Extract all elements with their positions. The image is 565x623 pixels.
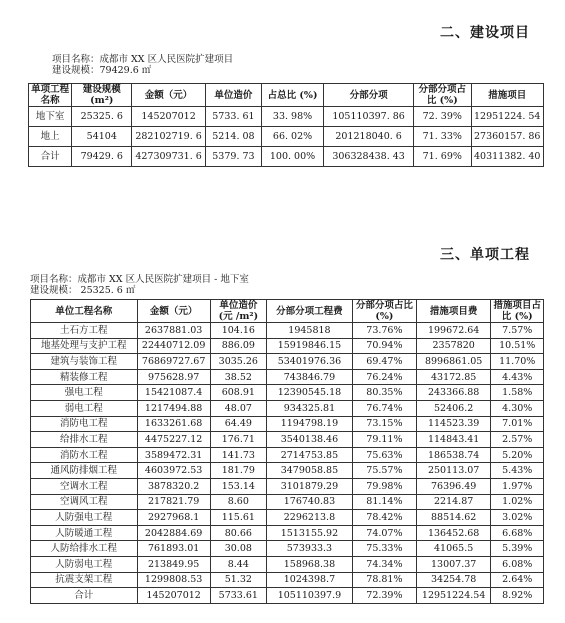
column-header: 单位工程名称	[31, 300, 138, 323]
table-cell: 7.01%	[491, 416, 544, 432]
column-header: 分部分项	[324, 84, 414, 107]
project-info	[52, 54, 233, 76]
table-row	[31, 369, 544, 385]
table-cell: 12951224.54	[416, 588, 491, 604]
table-cell: 5733. 61	[205, 107, 261, 127]
table-cell: 7.57%	[491, 323, 544, 339]
table-cell: 空调水工程	[31, 478, 138, 494]
table-cell: 40311382. 40	[471, 147, 544, 167]
column-header: 占总比 (%)	[261, 84, 323, 107]
table-cell: 201218040. 6	[324, 127, 414, 147]
table-cell: 精装修工程	[31, 369, 138, 385]
table-cell: 15919846.15	[266, 338, 352, 354]
table-cell: 79.11%	[352, 432, 416, 448]
table-cell: 3035.26	[210, 354, 266, 370]
table-cell: 1024398.7	[266, 572, 352, 588]
table-cell: 975628.97	[137, 369, 210, 385]
column-header: 金额（元）	[132, 84, 206, 107]
table-cell: 2042884.69	[137, 525, 210, 541]
table-cell: 1.02%	[491, 494, 544, 510]
construction-scale: 建设规模：79429.6 ㎡	[52, 65, 152, 76]
table-cell: 3.02%	[491, 510, 544, 526]
table-cell: 217821.79	[137, 494, 210, 510]
table-cell: 100. 00%	[261, 147, 323, 167]
table-row	[31, 447, 544, 463]
table-row	[31, 354, 544, 370]
table-cell: 66. 02%	[261, 127, 323, 147]
construction-project-table	[28, 83, 544, 167]
table-header-row	[29, 84, 544, 107]
project-info	[30, 274, 249, 296]
table-cell: 243366.88	[416, 385, 491, 401]
table-cell: 76.24%	[352, 369, 416, 385]
table-cell: 743846.79	[266, 369, 352, 385]
column-header: 措施项目占比 (%)	[491, 300, 544, 323]
table-cell: 5379. 73	[205, 147, 261, 167]
table-cell: 105110397.9	[266, 588, 352, 604]
table-cell: 2637881.03	[137, 323, 210, 339]
table-cell: 2214.87	[416, 494, 491, 510]
table-cell: 52406.2	[416, 400, 491, 416]
table-cell: 2357820	[416, 338, 491, 354]
table-cell: 4475227.12	[137, 432, 210, 448]
table-cell: 48.07	[210, 400, 266, 416]
table-cell: 合计	[31, 588, 138, 604]
table-cell: 3540138.46	[266, 432, 352, 448]
table-cell: 934325.81	[266, 400, 352, 416]
table-cell: 74.34%	[352, 556, 416, 572]
table-cell: 2.57%	[491, 432, 544, 448]
table-cell: 72. 39%	[414, 107, 471, 127]
table-cell: 2296213.8	[266, 510, 352, 526]
table-cell: 79.98%	[352, 478, 416, 494]
table-cell: 1945818	[266, 323, 352, 339]
table-row	[29, 107, 544, 127]
table-row	[31, 541, 544, 557]
table-row	[31, 556, 544, 572]
column-header: 建设规模(m²)	[72, 84, 132, 107]
table-cell: 人防暖通工程	[31, 525, 138, 541]
table-cell: 761893.01	[137, 541, 210, 557]
table-cell: 地基处理与支护工程	[31, 338, 138, 354]
table-cell: 158968.38	[266, 556, 352, 572]
table-cell: 给排水工程	[31, 432, 138, 448]
table-cell: 空调风工程	[31, 494, 138, 510]
table-cell: 地上	[29, 127, 72, 147]
table-cell: 73.76%	[352, 323, 416, 339]
table-cell: 73.15%	[352, 416, 416, 432]
table-cell: 81.14%	[352, 494, 416, 510]
table-row	[31, 525, 544, 541]
table-cell: 1299808.53	[137, 572, 210, 588]
table-cell: 建筑与装饰工程	[31, 354, 138, 370]
table-cell: 22440712.09	[137, 338, 210, 354]
table-cell: 2.64%	[491, 572, 544, 588]
table-cell: 强电工程	[31, 385, 138, 401]
table-cell: 4.43%	[491, 369, 544, 385]
table-cell: 54104	[72, 127, 132, 147]
table-row	[31, 400, 544, 416]
table-cell: 1513155.92	[266, 525, 352, 541]
column-header: 分部分项工程费	[266, 300, 352, 323]
table-row	[29, 147, 544, 167]
table-cell: 3479058.85	[266, 463, 352, 479]
table-cell: 105110397. 86	[324, 107, 414, 127]
table-cell: 人防强电工程	[31, 510, 138, 526]
table-cell: 1.58%	[491, 385, 544, 401]
table-cell: 76396.49	[416, 478, 491, 494]
table-cell: 69.47%	[352, 354, 416, 370]
table-row	[31, 463, 544, 479]
table-cell: 79429. 6	[72, 147, 132, 167]
table-cell: 3878320.2	[137, 478, 210, 494]
table-cell: 176.71	[210, 432, 266, 448]
table-cell: 6.08%	[491, 556, 544, 572]
table-cell: 75.33%	[352, 541, 416, 557]
table-cell: 3101879.29	[266, 478, 352, 494]
table-cell: 34254.78	[416, 572, 491, 588]
table-cell: 153.14	[210, 478, 266, 494]
table-cell: 抗震支架工程	[31, 572, 138, 588]
table-cell: 186538.74	[416, 447, 491, 463]
table-cell: 2927968.1	[137, 510, 210, 526]
table-cell: 181.79	[210, 463, 266, 479]
table-cell: 1633261.68	[137, 416, 210, 432]
table-cell: 8.92%	[491, 588, 544, 604]
table-cell: 15421087.4	[137, 385, 210, 401]
table-cell: 145207012	[132, 107, 206, 127]
table-cell: 71. 69%	[414, 147, 471, 167]
table-cell: 13007.37	[416, 556, 491, 572]
table-cell: 250113.07	[416, 463, 491, 479]
table-cell: 76.74%	[352, 400, 416, 416]
project-name: 项目名称：成都市 XX 区人民医院扩建项目	[52, 54, 234, 65]
table-cell: 74.07%	[352, 525, 416, 541]
table-cell: 6.68%	[491, 525, 544, 541]
table-cell: 1.97%	[491, 478, 544, 494]
table-row	[31, 478, 544, 494]
table-cell: 4.30%	[491, 400, 544, 416]
table-row	[31, 323, 544, 339]
column-header: 分部分项占比(%)	[352, 300, 416, 323]
table-cell: 11.70%	[491, 354, 544, 370]
table-cell: 75.63%	[352, 447, 416, 463]
table-cell: 282102719. 6	[132, 127, 206, 147]
table-row	[31, 494, 544, 510]
table-cell: 78.81%	[352, 572, 416, 588]
single-project-table	[30, 299, 544, 604]
table-cell: 8.44	[210, 556, 266, 572]
table-header-row	[31, 300, 544, 323]
table-cell: 608.91	[210, 385, 266, 401]
table-cell: 427309731. 6	[132, 147, 206, 167]
column-header: 单位造价	[205, 84, 261, 107]
table-cell: 12951224. 54	[471, 107, 544, 127]
table-cell: 33. 98%	[261, 107, 323, 127]
table-cell: 78.42%	[352, 510, 416, 526]
column-header: 措施项目	[471, 84, 544, 107]
table-row	[31, 572, 544, 588]
table-cell: 71. 33%	[414, 127, 471, 147]
table-cell: 213849.95	[137, 556, 210, 572]
table-cell: 145207012	[137, 588, 210, 604]
table-cell: 5733.61	[210, 588, 266, 604]
table-cell: 弱电工程	[31, 400, 138, 416]
table-cell: 43172.85	[416, 369, 491, 385]
table-cell: 88514.62	[416, 510, 491, 526]
table-cell: 114523.39	[416, 416, 491, 432]
table-cell: 消防电工程	[31, 416, 138, 432]
table-cell: 136452.68	[416, 525, 491, 541]
project-name: 项目名称：成都市 XX 区人民医院扩建项目 - 地下室	[30, 274, 249, 285]
table-cell: 80.66	[210, 525, 266, 541]
table-cell: 土石方工程	[31, 323, 138, 339]
table-cell: 70.94%	[352, 338, 416, 354]
column-header: 措施项目费	[416, 300, 491, 323]
table-cell: 104.16	[210, 323, 266, 339]
table-cell: 8996861.05	[416, 354, 491, 370]
column-header: 金额（元）	[137, 300, 210, 323]
table-cell: 25325. 6	[72, 107, 132, 127]
table-cell: 1194798.19	[266, 416, 352, 432]
table-row	[31, 588, 544, 604]
table-row	[31, 510, 544, 526]
table-cell: 通风防排烟工程	[31, 463, 138, 479]
table-row	[31, 385, 544, 401]
table-cell: 306328438. 43	[324, 147, 414, 167]
table-row	[29, 127, 544, 147]
table-cell: 5.20%	[491, 447, 544, 463]
table-cell: 地下室	[29, 107, 72, 127]
table-cell: 80.35%	[352, 385, 416, 401]
table-cell: 176740.83	[266, 494, 352, 510]
construction-scale: 建设规模： 25325. 6 ㎡	[30, 285, 136, 296]
table-cell: 53401976.36	[266, 354, 352, 370]
table-row	[31, 416, 544, 432]
table-cell: 76869727.67	[137, 354, 210, 370]
table-cell: 64.49	[210, 416, 266, 432]
table-cell: 3589472.31	[137, 447, 210, 463]
table-cell: 5.43%	[491, 463, 544, 479]
table-cell: 886.09	[210, 338, 266, 354]
table-cell: 72.39%	[352, 588, 416, 604]
column-header: 单项工程名称	[29, 84, 72, 107]
table-cell: 12390545.18	[266, 385, 352, 401]
table-cell: 115.61	[210, 510, 266, 526]
table-row	[31, 338, 544, 354]
table-cell: 75.57%	[352, 463, 416, 479]
table-cell: 27360157. 86	[471, 127, 544, 147]
table-cell: 41065.5	[416, 541, 491, 557]
table-cell: 4603972.53	[137, 463, 210, 479]
table-cell: 141.73	[210, 447, 266, 463]
table-cell: 5214. 08	[205, 127, 261, 147]
column-header: 分部分项占比 (%)	[414, 84, 471, 107]
table-cell: 2714753.85	[266, 447, 352, 463]
table-cell: 8.60	[210, 494, 266, 510]
table-cell: 人防弱电工程	[31, 556, 138, 572]
table-cell: 51.32	[210, 572, 266, 588]
column-header: 单位造价(元 /m²)	[210, 300, 266, 323]
section-title-construction-project: 二、建设项目	[440, 25, 530, 41]
table-cell: 573933.3	[266, 541, 352, 557]
table-cell: 199672.64	[416, 323, 491, 339]
table-cell: 人防给排水工程	[31, 541, 138, 557]
table-cell: 1217494.88	[137, 400, 210, 416]
table-cell: 合计	[29, 147, 72, 167]
table-cell: 5.39%	[491, 541, 544, 557]
table-cell: 消防水工程	[31, 447, 138, 463]
table-cell: 38.52	[210, 369, 266, 385]
table-cell: 114843.41	[416, 432, 491, 448]
section-title-single-project: 三、单项工程	[440, 247, 530, 263]
table-row	[31, 432, 544, 448]
table-cell: 10.51%	[491, 338, 544, 354]
table-cell: 30.08	[210, 541, 266, 557]
